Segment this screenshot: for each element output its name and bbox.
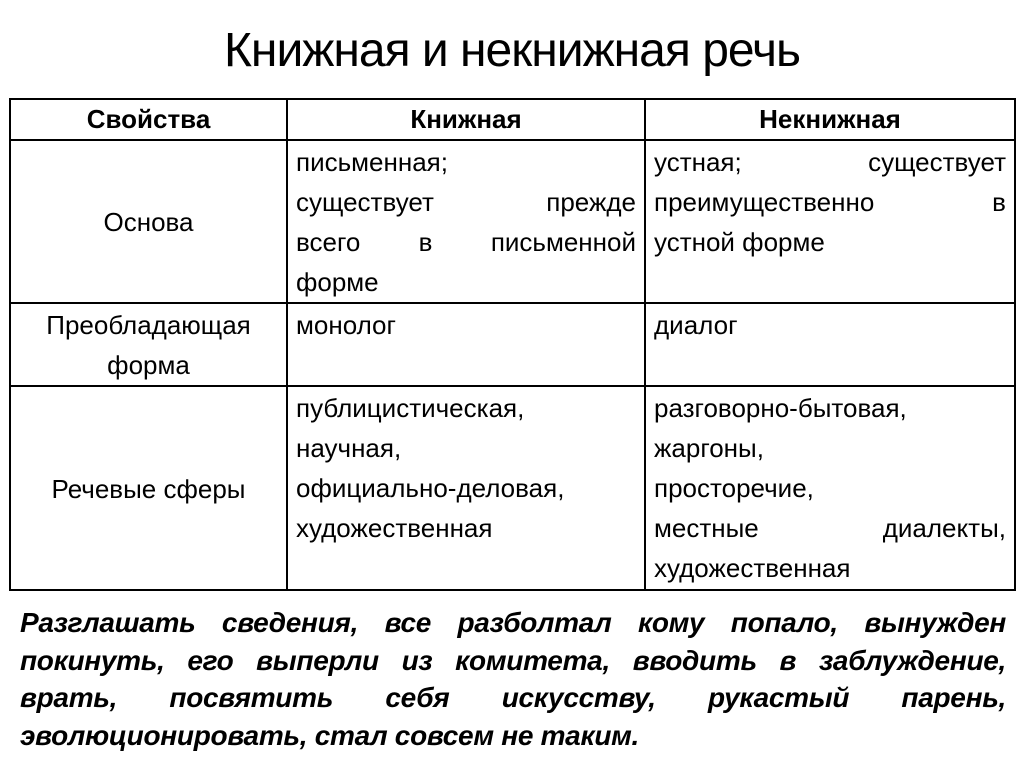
cell-line: преимущественно в: [654, 187, 1006, 217]
cell-line: художественная: [654, 553, 851, 583]
table-cell-property: [10, 386, 287, 590]
table-cell-nonbookish: [645, 140, 1015, 303]
cell-line: устной форме: [654, 227, 825, 257]
comparison-table: [9, 98, 1016, 591]
cell-line: жаргоны,: [654, 433, 764, 463]
cell-line: устная; существует: [654, 147, 1006, 177]
cell-line: всего в письменной: [296, 227, 636, 257]
table-cell-property: [10, 303, 287, 386]
cell-line: Речевые сферы: [51, 473, 246, 504]
cell-line: форме: [296, 267, 379, 297]
footer-line: врать, посвятить себя искусству, рукастый парень,: [20, 682, 1006, 713]
table-cell-nonbookish: [645, 303, 1015, 386]
table-cell-bookish: [287, 386, 645, 590]
cell-line: Преобладающая: [46, 310, 251, 340]
cell-line: разговорно-бытовая,: [654, 393, 907, 423]
cell-line: Основа: [103, 207, 194, 237]
table-row: [10, 303, 1015, 386]
column-header-bookish: Книжная: [287, 99, 645, 140]
cell-line: научная,: [296, 433, 402, 463]
page-title: Книжная и некнижная речь: [223, 24, 801, 77]
cell-line: форма: [107, 350, 190, 380]
cell-line: диалог: [654, 310, 738, 340]
column-header-properties: Свойства: [10, 99, 287, 140]
table-cell-bookish: [287, 303, 645, 386]
cell-line: публицистическая,: [296, 393, 525, 423]
footer-paragraph: [20, 604, 1006, 754]
table-header-row: [10, 99, 1015, 140]
footer-line: эволюционировать, стал совсем не таким.: [20, 719, 640, 751]
cell-line: существует прежде: [296, 187, 636, 217]
cell-line: художественная: [296, 513, 493, 543]
table-cell-nonbookish: [645, 386, 1015, 590]
table-body: [10, 140, 1015, 590]
cell-line: просторечие,: [654, 473, 814, 503]
footer-line: покинуть, его выперли из комитета, вводить в заблуждение,: [20, 644, 1006, 676]
table-cell-property: [10, 140, 287, 303]
table-cell-bookish: [287, 140, 645, 303]
cell-line: письменная;: [296, 147, 448, 177]
footer-line: Разглашать сведения, все разболтал кому попало, вынужден: [20, 607, 1006, 638]
cell-line: официально-деловая,: [296, 473, 565, 503]
cell-line: монолог: [296, 310, 396, 340]
cell-line: местные диалекты,: [654, 513, 1006, 543]
table-row: [10, 140, 1015, 303]
column-header-nonbookish: Некнижная: [645, 99, 1015, 140]
table-row: [10, 386, 1015, 590]
